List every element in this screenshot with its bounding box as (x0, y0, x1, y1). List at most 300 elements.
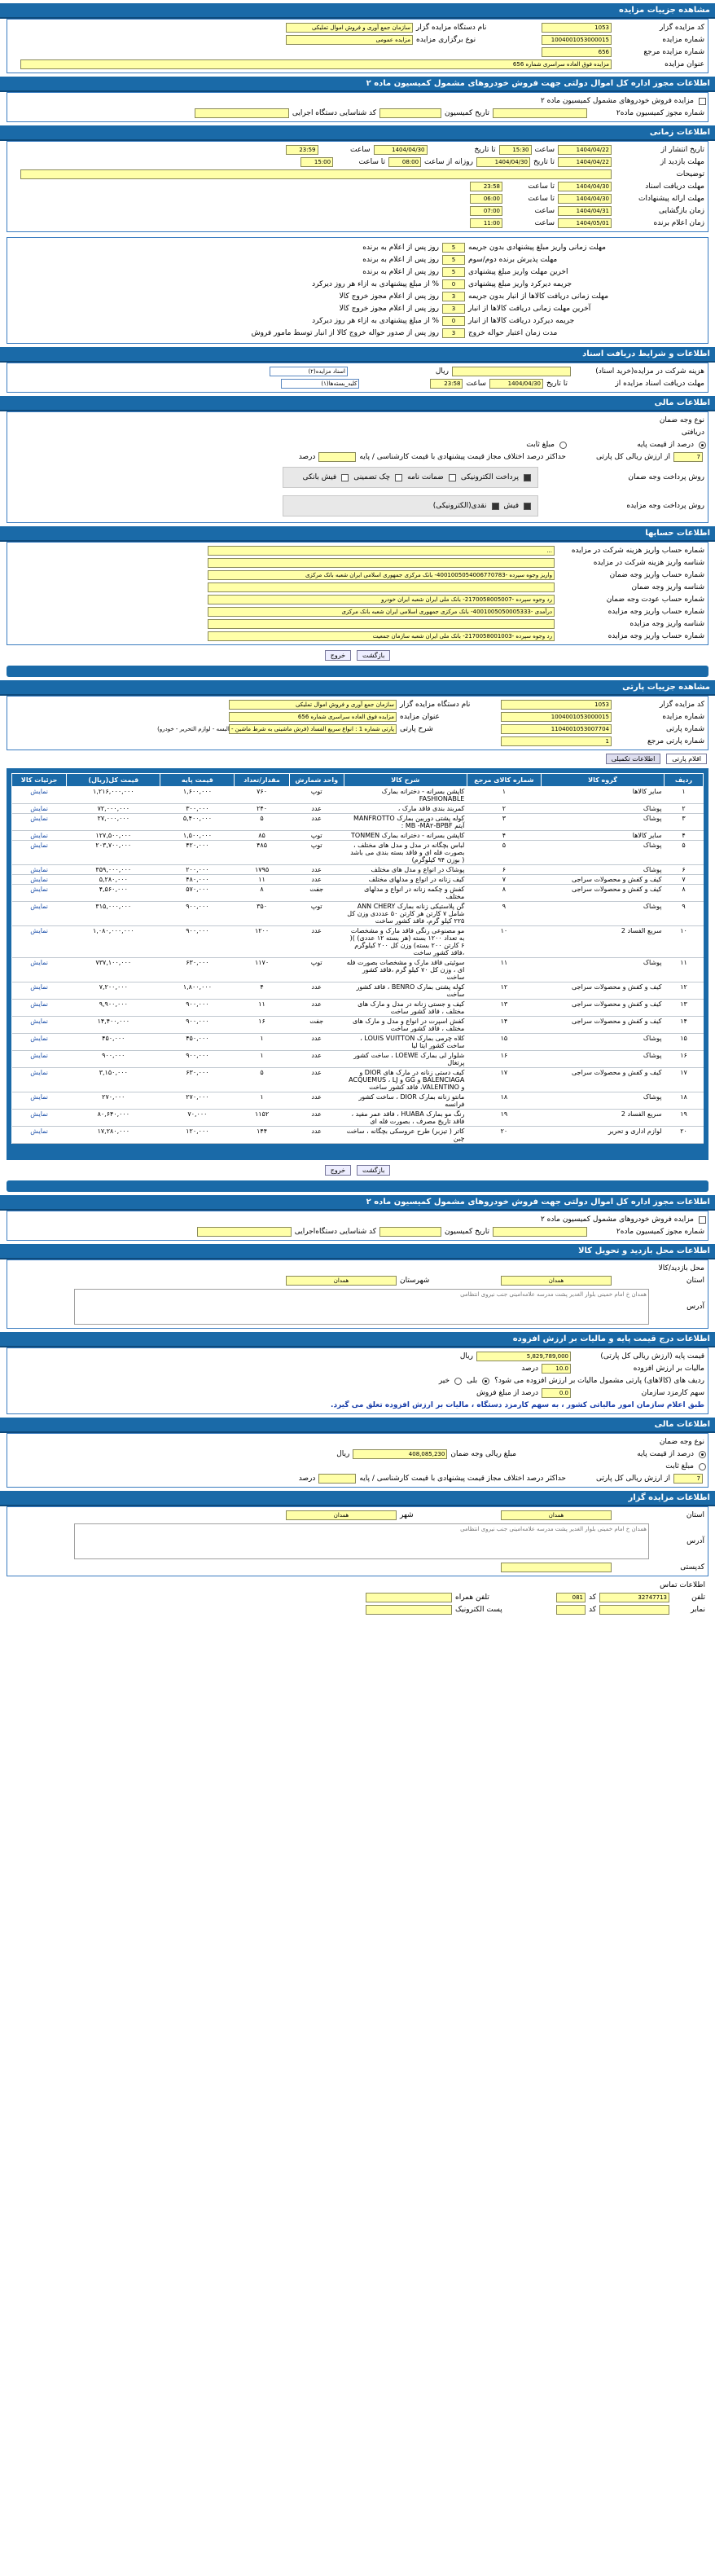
permit-date-field[interactable] (379, 108, 441, 118)
open-label: زمان بازگشایی (658, 207, 704, 215)
visit-to-hour-label: تا ساعت (358, 158, 386, 166)
batch-number-field[interactable]: 1004001053000015 (501, 712, 612, 722)
table-cell: ۲۷۰,۰۰۰ (67, 1092, 160, 1110)
finance2-amount-field[interactable]: 408,085,230 (353, 1449, 447, 1459)
table-cell: ۶۳۰,۰۰۰ (160, 958, 235, 982)
table-cell: پوشاک در انواع و مدل های مختلف (344, 865, 467, 875)
item-detail-link[interactable]: نمایش (12, 1110, 67, 1127)
visit-to-label: تا تاریخ (533, 158, 555, 166)
permit-checkbox[interactable] (699, 98, 706, 105)
table-cell: ۲۰۰,۰۰۰ (160, 865, 235, 875)
permit2-checkbox[interactable] (699, 1216, 706, 1224)
max-label: حداکثر درصد اختلاف مجاز قیمت پیشنهادی با قیمت کارشناسی / پایه (359, 453, 566, 461)
deadline-field[interactable]: 3 (442, 328, 465, 338)
column-header: قیمت کل(ریال) (67, 774, 160, 787)
table-cell: پوشاک (541, 1034, 664, 1051)
permit-exec-label: کد شناسایی دستگاه اجرایی (292, 109, 377, 117)
table-cell: ۳۱۵,۰۰۰,۰۰۰ (67, 902, 160, 926)
item-detail-link[interactable]: نمایش (12, 926, 67, 958)
deadline-suffix: روز پس از اعلام مجوز خروج کالا (339, 305, 439, 313)
deadline-field[interactable]: 0 (442, 279, 465, 289)
publish-row (7, 144, 708, 156)
vat-row (7, 1363, 708, 1374)
storage-address-label: آدرس (686, 1303, 704, 1311)
table-cell: کفش و چکمه زنانه در انواع و مدلهای مختلف (344, 885, 467, 902)
item-detail-link[interactable]: نمایش (12, 1017, 67, 1034)
finance2-max-unit: درصد (298, 1475, 316, 1483)
tab-extra-info[interactable]: اطلاعات تکمیلی (606, 754, 661, 764)
item-detail-link[interactable]: نمایش (12, 787, 67, 804)
docs-deadline-time[interactable]: 23:58 (430, 379, 463, 389)
storage-header: اطلاعات محل بازدید و تحویل کالا (0, 1244, 715, 1259)
item-detail-link[interactable]: نمایش (12, 865, 67, 875)
item-detail-link[interactable]: نمایش (12, 831, 67, 841)
item-detail-link[interactable]: نمایش (12, 1068, 67, 1092)
table-cell: ۴ (235, 982, 289, 1000)
table-row (12, 875, 704, 885)
table-cell: ۲۰ (665, 1127, 704, 1144)
table-cell: ۱۶ (665, 1051, 704, 1068)
docs-deadline-row (7, 378, 708, 389)
table-cell: ۳,۱۵۰,۰۰۰ (67, 1068, 160, 1092)
table-row (12, 804, 704, 814)
permit2-q2: شماره مجوز کمیسیون ماده۲ (616, 1228, 704, 1236)
table-cell: ۵ (235, 814, 289, 831)
deadline-suffix: روز پس از اعلام مجوز خروج کالا (339, 292, 439, 301)
storage-address-row (7, 1287, 708, 1326)
device-field[interactable]: سازمان جمع آوری و فروش اموال تملیکی (286, 23, 413, 33)
table-cell: ۱۷ (665, 1068, 704, 1092)
visit-row (7, 156, 708, 168)
doc-deadline-time[interactable]: 23:58 (470, 182, 502, 191)
seller-province-label: استان (686, 1511, 704, 1519)
item-detail-link[interactable]: نمایش (12, 875, 67, 885)
table-cell: کلاه چرمی بمارک LOUIS VUITTON ، ساخت کشور ایتا لیا (344, 1034, 467, 1051)
table-cell: ۲ (467, 804, 541, 814)
table-cell: ۷۰,۰۰۰ (160, 1110, 235, 1127)
deadline-field[interactable]: 3 (442, 304, 465, 314)
visit-to-time[interactable]: 15:00 (300, 157, 333, 167)
item-detail-link[interactable]: نمایش (12, 902, 67, 926)
pay-opt-2: چک تضمینی (353, 473, 391, 481)
table-cell: ۱۷۹۵ (235, 865, 289, 875)
visit-from-date[interactable]: 1404/04/22 (558, 157, 612, 167)
fee-row (7, 366, 708, 377)
table-cell: ۱۱ (665, 958, 704, 982)
table-cell: سوئیتی فاقد مارک و مشخصات بصورت فله ای ، وزن کل ۷۰ کیلو گرم ،فاقد کشور ساخت (344, 958, 467, 982)
publish-to-label: تا تاریخ (474, 146, 496, 154)
page (0, 3, 715, 1615)
pay-slip-checkbox[interactable] (341, 474, 349, 481)
batch-device-field[interactable]: سازمان جمع آوری و فروش اموال تملیکی (229, 700, 397, 710)
account-row (7, 557, 708, 569)
account-row (7, 618, 708, 630)
batch-tabs (7, 754, 708, 767)
publish-to-date[interactable]: 1404/04/30 (374, 145, 428, 155)
pay2-opt-0: فیش (503, 502, 519, 510)
batch-party-field[interactable]: 1104001053007704 (501, 724, 612, 734)
account-field[interactable] (208, 558, 555, 568)
finance2-fixed-radio[interactable] (699, 1463, 706, 1470)
deadline-field[interactable]: 5 (442, 255, 465, 265)
table-cell: ۹۰۰,۰۰۰ (160, 902, 235, 926)
batch-party-label: شماره پارتی (665, 725, 704, 733)
table-cell: ۷۳۷,۱۰۰,۰۰۰ (67, 958, 160, 982)
batch-subject-field[interactable]: مزایده فوق العاده سراسری شماره 656 (229, 712, 397, 722)
vat-unit: درصد (521, 1365, 538, 1373)
permit-header: اطلاعات مجوز اداره کل اموال دولتی جهت فروش خودروهای مشمول کمیسیون ماده ۲ (0, 77, 715, 92)
winner-label: زمان اعلام برنده (653, 219, 704, 227)
table-cell: کیف و کفش و محصولات سراجی (541, 1000, 664, 1017)
finance2-percent-radio[interactable] (699, 1451, 706, 1458)
table-cell: کیف و کفش و محصولات سراجی (541, 982, 664, 1000)
table-cell: مو مصنوعی رنگی فاقد مارک و مشخصات به تعداد ۱۲۰۰ بسته (هر بسته ۱۲ عددی) )( ۶ کارتن ۲۰۰ بسته) وزن کل ۲۰۰ کیلوگرم ،فاقد کشور ساخت (344, 926, 467, 958)
pay-opt-3: فیش بانکی (302, 473, 337, 481)
deadline-suffix: % از مبلغ پیشنهادی به ازاء هر روز دیرکرد (312, 317, 439, 325)
number-field[interactable]: 1004001053000015 (542, 35, 612, 45)
table-cell: ۵,۲۸۰,۰۰۰ (67, 875, 160, 885)
table-cell: پوشاک (541, 958, 664, 982)
table-cell: ۸۰,۶۴۰,۰۰۰ (67, 1110, 160, 1127)
offer-deadline-time[interactable]: 06:00 (470, 194, 502, 204)
subject-field[interactable]: مزایده فوق العاده سراسری شماره 656 (20, 59, 612, 69)
storage-place-row (7, 1263, 708, 1274)
permit2-row-2 (7, 1226, 708, 1237)
batch-row-3 (7, 723, 708, 735)
column-header: جزئیات کالا (12, 774, 67, 787)
seller-address-field[interactable]: همدان خ امام خمینی بلوار الغدیر پشت مدرسه علامه‌امینی جنب نیروی انتظامی (74, 1523, 649, 1559)
percent-field[interactable]: 7 (673, 452, 703, 462)
seller-postal-field[interactable] (501, 1563, 612, 1572)
pay2-cash-checkbox[interactable] (492, 503, 499, 510)
seller-address-row (7, 1522, 708, 1561)
pay-guarantee-checkbox[interactable] (449, 474, 456, 481)
max-field[interactable] (318, 452, 356, 462)
finance2-percent-row (7, 1448, 708, 1460)
deadline-label: اخرین مهلت واریز مبلغ پیشنهادی (468, 268, 568, 276)
account-label: شناسه واریز هزینه شرکت در مزایده (593, 559, 704, 567)
storage-city-field[interactable]: همدان (286, 1276, 397, 1286)
table-cell: عدد (289, 1000, 344, 1017)
table-row (12, 1092, 704, 1110)
publish-to-time[interactable]: 23:59 (286, 145, 318, 155)
table-cell: کیف و کفش و محصولات سراجی (541, 885, 664, 902)
table-cell: ۸ (665, 885, 704, 902)
auction-details-panel (7, 19, 708, 73)
batch-ref-label: شماره پارتی مرجع (647, 737, 704, 745)
table-cell: ۲۰ (467, 1127, 541, 1144)
table-row (12, 1017, 704, 1034)
table-cell: ۱۱ (467, 958, 541, 982)
fax-code-field[interactable] (556, 1605, 586, 1615)
permit-exec-field[interactable] (195, 108, 289, 118)
table-cell: ۱۵ (467, 1034, 541, 1051)
deadline-label: جریمه دیرکرد دریافت کالاها از انبار (468, 317, 575, 325)
deadline-suffix: روز پس از اعلام به برنده (362, 256, 439, 264)
batch-exit-button[interactable]: خروج (325, 1165, 351, 1176)
base-price-field[interactable]: 5,829,789,000 (476, 1352, 571, 1361)
pay2-slip-checkbox[interactable] (524, 503, 531, 510)
receipt-label: دریافتی (681, 429, 704, 437)
finance2-percent-field[interactable]: 7 (673, 1474, 703, 1484)
deadline-suffix: روز پس از اعلام به برنده (362, 268, 439, 276)
deadline-row (7, 266, 708, 278)
batch-header: مشاهده جزییات پارتی (0, 680, 715, 696)
batch-desc-field[interactable]: پارتی شماره 1 : انواع سریع الفساد (فرش ماشینی به شرط ماشین - البسه - لوازم التحریر - خودرو) (229, 724, 397, 734)
seller-city-field[interactable]: همدان (286, 1510, 397, 1520)
tab-batch-items[interactable]: اقلام پارتی (666, 754, 707, 764)
vat-yes-radio[interactable] (482, 1378, 489, 1385)
contact-title-row (7, 1580, 708, 1591)
table-cell: پوشاک (541, 1051, 664, 1068)
vat-field[interactable]: 10.0 (542, 1364, 571, 1374)
column-header: ردیف (665, 774, 704, 787)
offer-deadline-label: مهلت ارائه پیشنهادات (638, 195, 704, 203)
finance2-header: اطلاعات مالی (0, 1418, 715, 1433)
phone-label: تلفن (691, 1594, 705, 1602)
device-label: نام دستگاه مزایده گزار (416, 24, 487, 32)
open-time[interactable]: 07:00 (470, 206, 502, 216)
table-cell: ۱ (235, 1034, 289, 1051)
deadline-field[interactable]: 3 (442, 292, 465, 301)
phone-field[interactable]: 32747713 (599, 1593, 669, 1602)
doc-deadline-label: مهلت دریافت اسناد (645, 182, 704, 191)
table-cell: عدد (289, 875, 344, 885)
permit2-panel (7, 1211, 708, 1241)
deadline-field[interactable]: 5 (442, 267, 465, 277)
item-detail-link[interactable]: نمایش (12, 1000, 67, 1017)
account-field[interactable]: رد وجوه سپرده -2170058001003- بانک ملی ایران شعبه سازمان جمعیت (208, 631, 555, 641)
account-row (7, 569, 708, 581)
type-field[interactable]: مزایده عمومی (286, 35, 413, 45)
table-cell: عدد (289, 814, 344, 831)
permit-number-field[interactable] (493, 108, 587, 118)
pay-opt-0: پرداخت الکترونیکی (460, 473, 519, 481)
desc-field[interactable] (20, 169, 612, 179)
fixed-radio[interactable] (559, 442, 567, 449)
storage-city-label: شهرستان (400, 1277, 430, 1285)
email-field[interactable] (366, 1605, 452, 1615)
mobile-field[interactable] (366, 1593, 452, 1602)
deadline-suffix: % از مبلغ پیشنهادی به ازاء هر روز دیرکرد (312, 280, 439, 288)
pay2-box (283, 495, 538, 517)
fax-field[interactable] (599, 1605, 669, 1615)
accounts-back-button[interactable]: بازگشت (357, 650, 390, 661)
item-detail-link[interactable]: نمایش (12, 885, 67, 902)
account-field[interactable]: ... (208, 546, 555, 556)
item-detail-link[interactable]: نمایش (12, 814, 67, 831)
table-cell: ۱۲۰۰ (235, 926, 289, 958)
column-header: شرح کالا (344, 774, 467, 787)
seller-header: اطلاعات مزایده گزار (0, 1491, 715, 1506)
table-cell: کاپشن بسرانه - دخترانه بمارک TONMEN (344, 831, 467, 841)
item-detail-link[interactable]: نمایش (12, 1034, 67, 1051)
table-cell: کوله پشتی بمارک BENRO ، فاقد کشور ساخت (344, 982, 467, 1000)
table-cell: مانتو زنانه بمارک DIOR ، ساخت کشور فرانسه (344, 1092, 467, 1110)
table-cell: ۲۷,۰۰۰,۰۰۰ (67, 814, 160, 831)
table-cell: ۷,۲۰۰,۰۰۰ (67, 982, 160, 1000)
deadline-label: جریمه دیرکرد واریز مبلغ پیشنهادی (468, 280, 572, 288)
permit-q2: شماره مجوز کمیسیون ماده۲ (616, 109, 704, 117)
base-price-unit: ریال (459, 1352, 473, 1361)
account-field[interactable] (208, 619, 555, 629)
doc-deadline-date[interactable]: 1404/04/30 (558, 182, 612, 191)
account-field[interactable] (208, 582, 555, 592)
phone-row (7, 1592, 708, 1603)
seller-postal-row (7, 1562, 708, 1573)
storage-province-field[interactable]: همدان (501, 1276, 612, 1286)
table-cell: ۱۲ (467, 982, 541, 1000)
table-row (12, 982, 704, 1000)
code-label: کد مزایده گزار (659, 24, 704, 32)
publish-label: تاریخ انتشار از (660, 146, 704, 154)
table-cell: توپ (289, 958, 344, 982)
pay-methods-box (283, 467, 538, 488)
finance2-amount-label: مبلغ ریالی وجه ضمان (450, 1450, 516, 1458)
percent-radio[interactable] (699, 442, 706, 449)
auction-row-2 (7, 34, 708, 46)
auction-row-4 (7, 59, 708, 70)
permit2-date-field[interactable] (379, 1227, 441, 1237)
item-detail-link[interactable]: نمایش (12, 1127, 67, 1144)
table-cell: ۶۳۰,۰۰۰ (160, 1068, 235, 1092)
winner-date[interactable]: 1404/05/01 (558, 218, 612, 228)
batch-number-label: شماره مزایده (662, 713, 704, 721)
table-row (12, 1000, 704, 1017)
winner-time[interactable]: 11:00 (470, 218, 502, 228)
permit-panel (7, 92, 708, 122)
vat-no-radio[interactable] (454, 1378, 462, 1385)
publish-from-time[interactable]: 15:30 (499, 145, 532, 155)
ref-field[interactable]: 656 (542, 47, 612, 57)
account-row (7, 582, 708, 593)
column-header: شماره کالای مرجع (467, 774, 541, 787)
offer-deadline-row (7, 193, 708, 204)
table-cell: عدد (289, 1068, 344, 1092)
finance2-type-label: نوع وجه ضمان (659, 1438, 704, 1446)
type-label: نوع برگزاری مزایده (416, 36, 476, 44)
table-row (12, 1127, 704, 1144)
seller-province-field[interactable]: همدان (501, 1510, 612, 1520)
pay2-label: روش پرداخت وجه مزایده (626, 502, 704, 510)
item-detail-link[interactable]: نمایش (12, 1051, 67, 1068)
finance2-type-row (7, 1436, 708, 1448)
deadline-field[interactable]: 5 (442, 243, 465, 253)
batch-back-button[interactable]: بازگشت (357, 1165, 390, 1176)
percent-value-row (7, 451, 708, 463)
visit-daily-label: روزانه از ساعت (424, 158, 473, 166)
divider-bar-2 (7, 1180, 708, 1192)
table-cell: ۱۳ (467, 1000, 541, 1017)
share-field[interactable]: 0.0 (542, 1388, 571, 1398)
column-header: گروه کالا (541, 774, 664, 787)
account-field[interactable]: رد وجوه سپرده -2170058005007- بانک ملی ایران شعبه ایران خودرو (208, 595, 555, 604)
code-field[interactable]: 1053 (542, 23, 612, 33)
pay2-opt-1: نقدی(الکترونیکی) (432, 502, 487, 510)
table-cell: سایر کالاها (541, 787, 664, 804)
column-header: واحد شمارش (289, 774, 344, 787)
docs-deadline-date[interactable]: 1404/04/30 (489, 379, 543, 389)
rial-label: از ارزش ریالی کل پارتی (595, 453, 670, 461)
permit2-date-label: تاریخ کمیسیون (445, 1228, 489, 1236)
finance-header: اطلاعات مالی (0, 396, 715, 411)
account-row (7, 545, 708, 556)
table-row (12, 841, 704, 865)
deadline-row (7, 291, 708, 302)
table-cell: ۹۰۰,۰۰۰ (160, 1017, 235, 1034)
ref-label: شماره مزایده مرجع (643, 48, 704, 56)
offer-deadline-date[interactable]: 1404/04/30 (558, 194, 612, 204)
batch-ref-field[interactable]: 1 (501, 736, 612, 746)
fee-field[interactable] (452, 367, 571, 376)
item-detail-link[interactable]: نمایش (12, 804, 67, 814)
open-date[interactable]: 1404/04/31 (558, 206, 612, 216)
table-cell: عدد (289, 1034, 344, 1051)
storage-loc-row (7, 1275, 708, 1286)
desc-label: توضیحات (676, 170, 704, 178)
table-cell: ۱۱ (235, 875, 289, 885)
pay-check-checkbox[interactable] (395, 474, 402, 481)
table-cell: ۴,۵۶۰,۰۰۰ (67, 885, 160, 902)
finance2-max-field[interactable] (318, 1474, 356, 1484)
deadline-row (7, 303, 708, 314)
table-cell: ۶ (467, 865, 541, 875)
visit-to-date[interactable]: 1404/04/30 (476, 157, 530, 167)
deadline-row (7, 327, 708, 339)
finance-panel (7, 411, 708, 523)
price-header: اطلاعات درج قیمت پایه و مالیات بر ارزش افزوده (0, 1332, 715, 1347)
item-detail-link[interactable]: نمایش (12, 841, 67, 865)
pay-electronic-checkbox[interactable] (524, 474, 531, 481)
table-cell: عدد (289, 804, 344, 814)
permit2-number-field[interactable] (493, 1227, 587, 1237)
pay-method-label: روش پرداخت وجه ضمان (628, 473, 704, 481)
accounts-exit-button[interactable]: خروج (325, 650, 351, 661)
table-cell: ۷۲,۰۰۰,۰۰۰ (67, 804, 160, 814)
base-price-label: قیمت پایه (ارزش ریالی کل پارتی) (600, 1352, 704, 1361)
batch-subject-label: عنوان مزایده (400, 713, 440, 721)
keys-download-button[interactable]: کلید_بسته‌ها(۱) (281, 379, 359, 389)
table-row (12, 926, 704, 958)
table-cell: ۱۴,۴۰۰,۰۰۰ (67, 1017, 160, 1034)
visit-from-time[interactable]: 08:00 (388, 157, 421, 167)
docs-download-button[interactable]: اسناد مزایده(۲) (270, 367, 348, 376)
table-cell: عدد (289, 926, 344, 958)
deadline-field[interactable]: 0 (442, 316, 465, 326)
phone-code-field[interactable]: 081 (556, 1593, 586, 1602)
storage-address-field[interactable]: همدان خ امام خمینی بلوار الغدیر پشت مدرسه علامه‌امینی جنب نیروی انتظامی (74, 1289, 649, 1325)
share-label: سهم کارمزد سازمان (641, 1389, 704, 1397)
table-cell: ۴۲۰,۰۰۰ (160, 841, 235, 865)
batch-code-field[interactable]: 1053 (501, 700, 612, 710)
table-cell: ۷ (665, 875, 704, 885)
item-detail-link[interactable]: نمایش (12, 982, 67, 1000)
table-cell: ۹,۹۰۰,۰۰۰ (67, 1000, 160, 1017)
item-detail-link[interactable]: نمایش (12, 1092, 67, 1110)
table-cell: ۶ (665, 865, 704, 875)
permit2-exec-field[interactable] (197, 1227, 292, 1237)
table-cell: ۳۰۰,۰۰۰ (160, 804, 235, 814)
table-cell: جفت (289, 1017, 344, 1034)
publish-from-date[interactable]: 1404/04/22 (558, 145, 612, 155)
table-cell: ۲۰۳,۷۰۰,۰۰۰ (67, 841, 160, 865)
item-detail-link[interactable]: نمایش (12, 958, 67, 982)
account-field[interactable]: درآمدی -4001005050005333- بانک مرکزی جمهوری اسلامی ایران شعبه بانک مرکزی (208, 607, 555, 617)
docs-panel (7, 363, 708, 393)
table-cell: ۱,۶۰۰,۰۰۰ (160, 787, 235, 804)
account-field[interactable]: واریز وجوه سپرده -4001005054006770783- بانک مرکزی جمهوری اسلامی ایران شعبه بانک مرکزی (208, 570, 555, 580)
base-price-row (7, 1351, 708, 1362)
